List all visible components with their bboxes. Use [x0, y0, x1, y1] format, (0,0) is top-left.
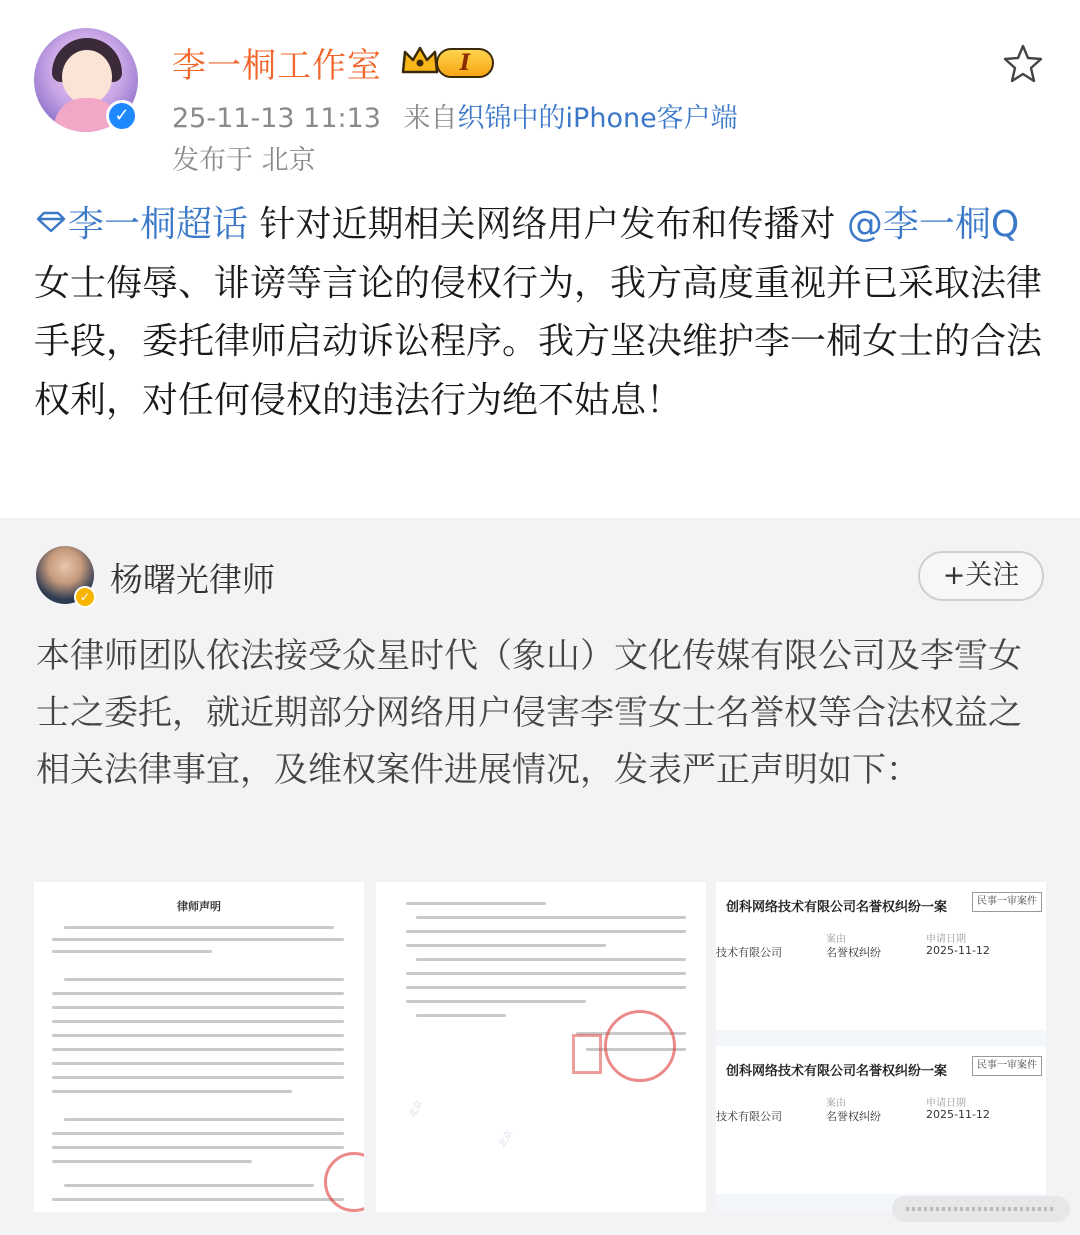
watermark: 北京 [407, 1098, 426, 1120]
image-lawyer-statement[interactable] [34, 882, 364, 1212]
doc-line [406, 902, 546, 905]
doc-line [52, 1006, 344, 1009]
case-party: 技术有限公司 [716, 1110, 782, 1123]
star-outline-icon[interactable] [1002, 42, 1044, 84]
doc-line [64, 926, 334, 929]
doc-line [52, 1048, 344, 1051]
doc-line [416, 916, 686, 919]
red-seal [324, 1152, 364, 1212]
doc-line [416, 958, 686, 961]
doc-line [64, 978, 344, 981]
red-seal [604, 1010, 676, 1082]
case-card[interactable] [716, 882, 1046, 1030]
doc-line [406, 1000, 586, 1003]
mention-link[interactable]: @李一桐Q [846, 204, 1020, 245]
case-type-label: 案由 [826, 1098, 846, 1109]
super-topic-link[interactable] [34, 204, 248, 245]
doc-line [64, 1184, 314, 1187]
post-text-a: 针对近期相关网络用户发布和传播对 [248, 204, 847, 245]
weibo-post [0, 0, 1080, 518]
member-level-badge[interactable]: I [436, 48, 494, 78]
doc-line [52, 1090, 292, 1093]
doc-line [52, 1076, 344, 1079]
case-tag: 民事一审案件 [972, 892, 1042, 912]
doc-line [52, 1160, 252, 1163]
case-date-value: 2025-11-12 [926, 944, 990, 957]
doc-line [52, 1062, 344, 1065]
doc-line [52, 938, 344, 941]
red-stamp [572, 1034, 602, 1074]
case-type-label: 案由 [826, 934, 846, 945]
retweet-text: 本律师团队依法接受众星时代（象山）文化传媒有限公司及李雪女士之委托，就近期部分网络用户侵害李雪女士名誉权等合法权益之相关法律事宜，及维权案件进展情况，发表严正声明如下： [36, 636, 1022, 790]
case-date-value: 2025-11-12 [926, 1108, 990, 1121]
watermark: 北京 [497, 1128, 516, 1150]
doc-line [52, 1146, 344, 1149]
post-text-b: 女士侮辱、诽谤等言论的侵权行为，我方高度重视并已采取法律手段，委托律师启动诉讼程序。我方坚决维护李一桐女士的合法权利，对任何侵权的违法行为绝不姑息！ [34, 262, 1043, 421]
doc-line [52, 1198, 344, 1201]
case-title: 创科网络技术有限公司名誉权纠纷一案 [726, 900, 948, 915]
doc-line [406, 930, 686, 933]
doc-line [416, 1014, 506, 1017]
image-case-list[interactable] [716, 882, 1046, 1212]
case-type-value: 名誉权纠纷 [826, 946, 881, 959]
case-type-value: 名誉权纠纷 [826, 1110, 881, 1123]
case-date-label: 申请日期 [926, 1098, 966, 1109]
post-body [34, 196, 1046, 430]
doc-line [52, 1034, 344, 1037]
author-name[interactable]: 李一桐工作室 [172, 46, 382, 86]
doc-line [52, 950, 212, 953]
watermark-pill [892, 1196, 1070, 1222]
retweet-card[interactable] [0, 518, 1080, 1235]
image-statement-page2[interactable] [376, 882, 706, 1212]
avatar-face [62, 50, 112, 104]
case-card[interactable] [716, 1046, 1046, 1194]
post-location: 发布于 北京 [172, 145, 316, 176]
case-tag: 民事一审案件 [972, 1056, 1042, 1076]
topic-text: 李一桐超话 [68, 204, 249, 245]
doc-line [406, 972, 686, 975]
doc-line [52, 992, 344, 995]
doc-line [406, 986, 686, 989]
retweet-author-name[interactable]: 杨曙光律师 [110, 560, 275, 599]
post-meta [172, 96, 738, 135]
doc-line [52, 1132, 344, 1135]
diamond-topic-icon [34, 210, 68, 234]
pill-bar [906, 1207, 1056, 1211]
doc-line [64, 1118, 344, 1121]
post-timestamp: 25-11-13 11:13 [172, 103, 381, 134]
source-prefix: 来自 [403, 103, 458, 134]
verified-badge-icon: ✓ [106, 100, 138, 132]
gold-verified-icon: ✓ [74, 586, 96, 608]
doc-title: 律师声明 [177, 900, 221, 913]
crown-icon [400, 44, 440, 76]
case-party: 技术有限公司 [716, 946, 782, 959]
follow-button[interactable]: +关注 [918, 551, 1044, 601]
doc-line [52, 1020, 344, 1023]
case-date-label: 申请日期 [926, 934, 966, 945]
source-link[interactable]: 织锦中的iPhone客户端 [457, 103, 738, 134]
case-title: 创科网络技术有限公司名誉权纠纷一案 [726, 1064, 948, 1079]
doc-line [406, 944, 606, 947]
